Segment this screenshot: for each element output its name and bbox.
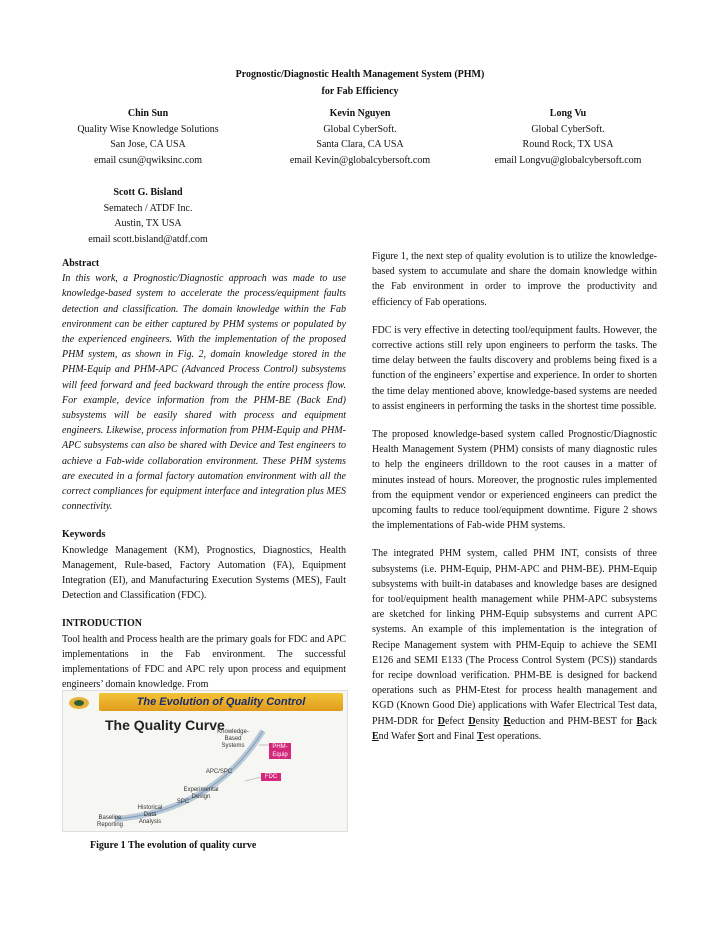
paper-title (0, 66, 720, 100)
author-email[interactable]: email Longvu@globalcybersoft.com (494, 154, 642, 166)
best-letter-t: T (476, 730, 484, 742)
keywords-text: Knowledge Management (KM), Prognostics, Diagnostics, Health Management, Rule-based, Factory Automation (FA), Equipment Integration (EI), and Manufacturing Execution Systems (MES), Fault Detection and Classification (FDC). (62, 544, 346, 602)
best-letter-e: E (372, 730, 379, 742)
abstract-heading: Abstract (62, 258, 100, 269)
author-location: Round Rock, TX USA (522, 139, 614, 150)
label-fdc: FDC (261, 773, 281, 781)
author-location: Santa Clara, CA USA (316, 139, 404, 150)
quality-curve-figure (62, 690, 348, 832)
author-email[interactable]: email scott.bisland@atdf.com (88, 233, 208, 245)
label-spc: SPC (176, 799, 190, 805)
introduction-heading: INTRODUCTION (62, 618, 143, 630)
phm-int-text: The integrated PHM system, called PHM INT, consists of three subsystems (i.e. PHM-Equip, PHM-APC and PHM-BE). PHM-Equip subsystems with built-in databases and knowledge bases are designed for tool/equipment health management while PHM-APC subsystems are sketched for linking PHM-Equip subsystems and current APC systems. An example of this implementation is the integration of Recipe Management system with PHM-Equip to achieve the SEMI E126 and SEMI E133 (The Process Control System (PCS)) standards for recipe download verification. PHM-BE is designed for backend operations such as PHM-Etest for process health management and KGD (Known Good Die) applications with Wafer Electrical Test data, PHM-DDR for (372, 548, 657, 727)
author-affiliation: Global CyberSoft. (531, 123, 605, 135)
apc-leader (245, 777, 261, 781)
figure-caption: Figure 1 The evolution of quality curve (90, 840, 257, 851)
paragraph-phm-int (372, 546, 657, 744)
ddr-text: ensity (475, 715, 504, 727)
paragraph-phm: The proposed knowledge-based system called Prognostic/Diagnostic Health Management System (PHM) consists of many diagnostic rules to help the engineers drilldown to the root causes in a matter of minutes instead of hours. Moreover, the prognostic rules implemented from the equipment vendor or experienced engineers can predict the upcoming faults to reduce tool/equipment downtime. Figure 2 shows the implementations of Fab-wide PHM systems. (372, 429, 657, 532)
author-name: Kevin Nguyen (329, 108, 391, 119)
author-block (48, 185, 248, 247)
ddr-letter-d: D (468, 715, 476, 727)
best-letter-b: B (636, 715, 644, 727)
author-block (466, 106, 670, 168)
author-block (48, 106, 248, 168)
introduction-text: Tool health and Process health are the primary goals for FDC and APC implementations in the Fab environment. The successful implementations of FDC and APC rely upon process and equipment engineers’ domain knowledge. From (62, 633, 346, 691)
best-letter-s: S (417, 730, 424, 742)
title-line-1: Prognostic/Diagnostic Health Management System (PHM) (235, 69, 485, 80)
ddr-letter-r: R (503, 715, 511, 727)
label-phm-equip: PHM-Equip (269, 743, 291, 759)
author-name: Chin Sun (127, 108, 169, 119)
right-column (372, 249, 657, 744)
best-text: nd Wafer (378, 730, 418, 742)
author-affiliation: Global CyberSoft. (323, 123, 397, 135)
figure-heading: The Quality Curve (105, 717, 225, 733)
label-knowledge-based-systems: Knowledge-Based Systems (217, 729, 249, 749)
best-text: est operations. (483, 730, 542, 742)
title-line-2: for Fab Efficiency (321, 86, 399, 97)
ddr-letter-d: D (437, 715, 445, 727)
paragraph-quality-evolution: Figure 1, the next step of quality evolution is to utilize the knowledge-based system to accumulate and share the domain knowledge within the Fab environment in order to improve the productivity and efficiency of Fab operations. (372, 251, 657, 308)
keywords-heading: Keywords (62, 529, 106, 541)
abstract-text: In this work, a Prognostic/Diagnostic approach was made to use knowledge-based system to accelerate the process/equipment faults detection and classification. The domain knowledge within the Fab environment can be either captured by PHM systems or populated by the experienced engineers. With the implementation of the proposed PHM system, as shown in Fig. 2, domain knowledge stored in the PHM-Equip and PHM-APC (Advanced Process Control) subsystems will feed forward and feed backward through the entire process flow. For example, device information from the PHM-BE (Back End) subsystems will be easily shared with process and equipment engineers. Likewise, process information from PHM-Equip and PHM-APC subsystems can also be shared with Device and Test engineers to achieve a Fab-wide collaboration environment. These PHM systems are executed in a formal factory automation environment with all the correct compliances for equipment interface and integration plus MES connectivity. (62, 273, 346, 513)
label-apc-spc: APC/SPC (205, 769, 233, 775)
label-experimental-design: Experimental Design (183, 787, 219, 800)
author-name: Scott G. Bisland (113, 187, 183, 198)
best-text: ort and Final (423, 730, 477, 742)
author-email[interactable]: email Kevin@globalcybersoft.com (289, 154, 431, 166)
figure-banner: The Evolution of Quality Control (99, 693, 343, 711)
author-email[interactable]: email csun@qwiksinc.com (93, 154, 203, 166)
ddr-text: efect (444, 715, 469, 727)
quality-curve-chart (63, 691, 347, 831)
author-name: Long Vu (549, 108, 587, 119)
label-baseline-reporting: Baseline Reporting (96, 815, 123, 828)
author-affiliation: Sematech / ATDF Inc. (103, 202, 193, 214)
ddr-text: eduction and PHM-BEST for (510, 715, 637, 727)
label-historical-data-analysis: Historical Data Analysis (137, 805, 163, 825)
best-text: ack (643, 715, 658, 727)
author-affiliation: Quality Wise Knowledge Solutions (77, 123, 219, 135)
author-location: Austin, TX USA (114, 218, 182, 229)
author-location: San Jose, CA USA (110, 139, 186, 150)
author-block (260, 106, 460, 168)
left-column (62, 256, 346, 692)
paragraph-fdc: FDC is very effective in detecting tool/equipment faults. However, the corrective actions still rely upon engineers to perform the tasks. The time delay between the faults discovery and problems being fixed is a function of the engineers’ expertise and experience. In order to shorten the time delay mentioned above, knowledge-based systems are needed to assist engineers in performing the tasks in the shortest time possible. (372, 324, 657, 412)
